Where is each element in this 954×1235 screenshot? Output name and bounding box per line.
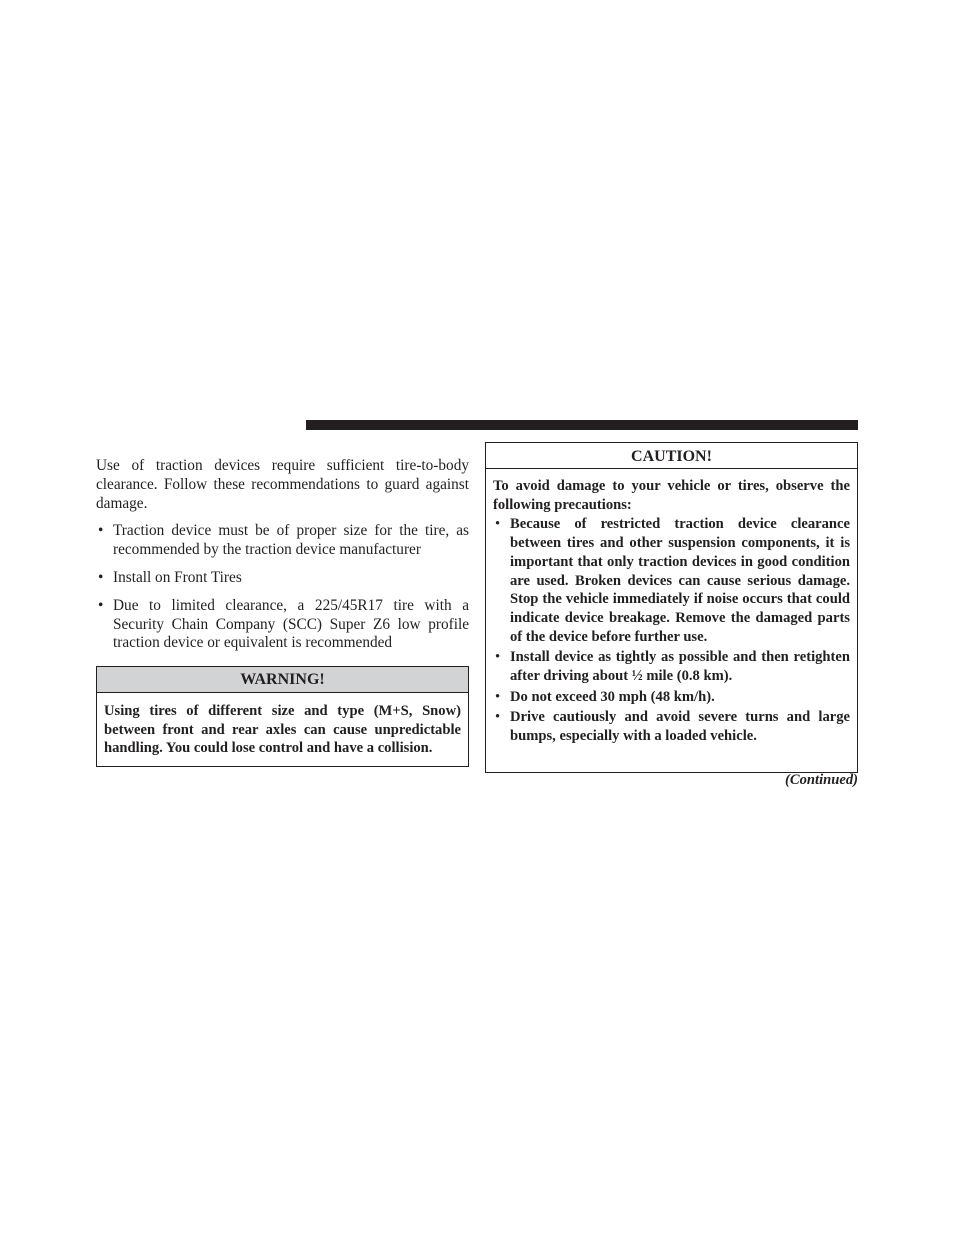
caution-body (486, 469, 857, 746)
caution-title: CAUTION! (486, 443, 857, 469)
list-item (96, 569, 469, 588)
bullet-icon: • (98, 596, 104, 614)
continued-note: (Continued) (785, 772, 858, 788)
list-item (96, 522, 469, 560)
list-item-text: Install on Front Tires (113, 568, 242, 586)
caution-box (485, 442, 858, 773)
bullet-icon: • (495, 688, 501, 705)
recommendations-list (96, 522, 469, 653)
list-item (493, 708, 850, 745)
list-item-text: Traction device must be of proper size for the tire, as recommended by the traction device manufacturer (113, 522, 469, 559)
bullet-icon: • (98, 568, 104, 586)
list-item-text: Because of restricted traction device clearance between tires and other suspension components, it is important that only traction devices in good condition are used. Broken devices can cause serious damage. Stop the vehicle immediately if noise occurs that could indicate device breakage. Remove the damaged parts of the device before further use. (510, 516, 850, 645)
warning-text: Using tires of different size and type (M+S, Snow) between front and rear axles can cause unpredictable handling. You could lose control and have a collision. (104, 703, 461, 757)
bullet-icon: • (495, 709, 501, 726)
list-item-text: Install device as tightly as possible and then retighten after driving about ½ mile (0.8 km). (510, 649, 850, 685)
list-item-text: Drive cautiously and avoid severe turns and large bumps, especially with a loaded vehicle. (510, 709, 850, 745)
intro-paragraph: Use of traction devices require sufficient tire-to-body clearance. Follow these recommendations to guard against damage. (96, 457, 469, 512)
list-item (96, 597, 469, 653)
warning-title: WARNING! (97, 667, 468, 693)
bullet-icon: • (495, 516, 501, 533)
list-item (493, 688, 850, 707)
bullet-icon: • (495, 649, 501, 666)
list-item-text: Due to limited clearance, a 225/45R17 tire with a Security Chain Company (SCC) Super Z6 low profile traction device or equivalent is recommended (113, 596, 469, 652)
list-item (493, 648, 850, 685)
section-header-bar (306, 420, 858, 430)
caution-intro: To avoid damage to your vehicle or tires, observe the following precautions: (493, 478, 850, 513)
warning-box (96, 666, 469, 767)
caution-list (493, 515, 850, 745)
bullet-icon: • (98, 522, 104, 540)
list-item (493, 515, 850, 646)
list-item-text: Do not exceed 30 mph (48 km/h). (510, 688, 715, 705)
left-column (96, 457, 469, 662)
